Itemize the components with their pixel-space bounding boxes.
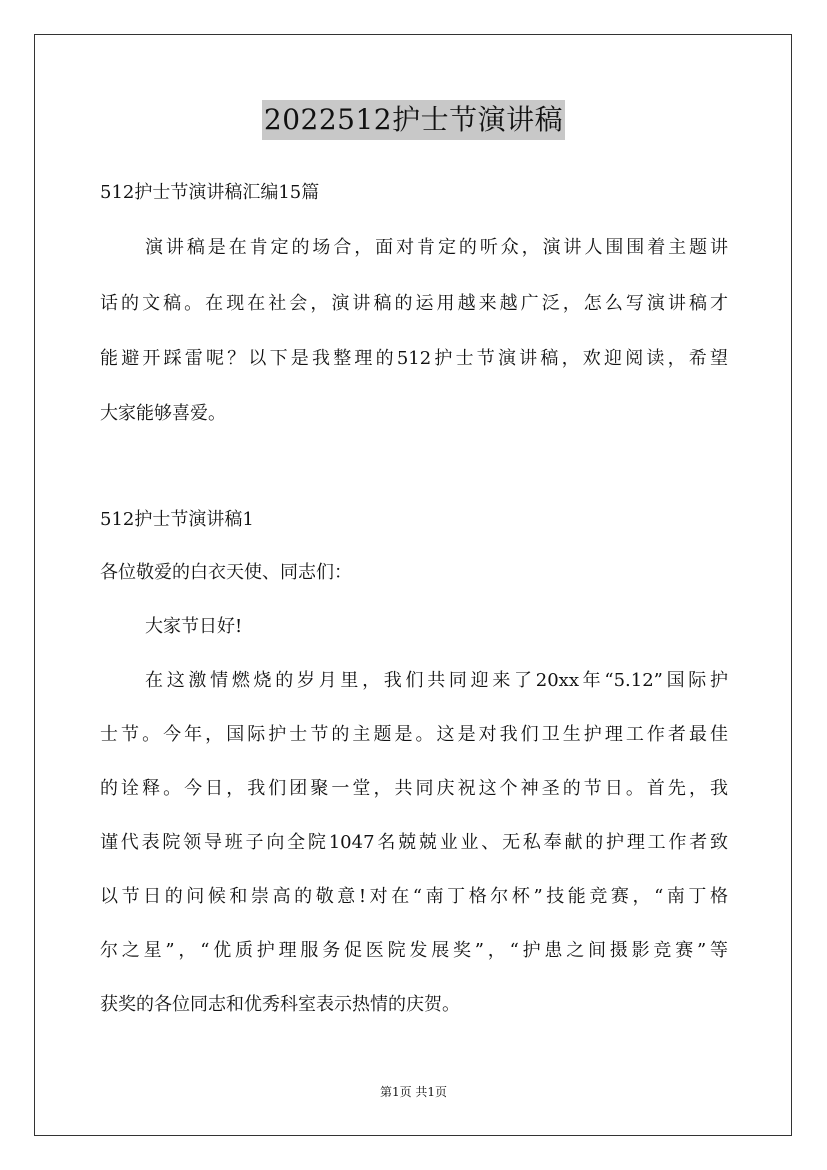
salutation: 各位敬爱的白衣天使、同志们： bbox=[100, 562, 352, 583]
intro-line: 演讲稿是在肯定的场合，面对肯定的听众，演讲人围围着主题讲 bbox=[145, 237, 728, 258]
intro-line: 能避开踩雷呢？以下是我整理的512护士节演讲稿，欢迎阅读，希望 bbox=[100, 348, 728, 369]
body-line: 在这激情燃烧的岁月里，我们共同迎来了20xx年“5.12”国际护 bbox=[145, 670, 728, 691]
page-number: 第1页 共1页 bbox=[379, 1085, 448, 1099]
document-title: 2022512护士节演讲稿 bbox=[262, 100, 565, 140]
section-title: 512护士节演讲稿1 bbox=[100, 509, 254, 530]
title-container bbox=[0, 100, 827, 140]
body-line: 谨代表院领导班子向全院1047名兢兢业业、无私奉献的护理工作者致 bbox=[100, 832, 728, 853]
body-line: 以节日的问候和崇高的敬意!对在“南丁格尔杯”技能竞赛，“南丁格 bbox=[100, 886, 728, 907]
intro-line: 大家能够喜爱。 bbox=[100, 403, 226, 424]
body-line: 的诠释。今日，我们团聚一堂，共同庆祝这个神圣的节日。首先，我 bbox=[100, 778, 728, 799]
document-subtitle: 512护士节演讲稿汇编15篇 bbox=[100, 182, 320, 203]
body-line: 士节。今年，国际护士节的主题是。这是对我们卫生护理工作者最佳 bbox=[100, 724, 728, 745]
body-line: 获奖的各位同志和优秀科室表示热情的庆贺。 bbox=[100, 994, 460, 1015]
intro-line: 话的文稿。在现在社会，演讲稿的运用越来越广泛，怎么写演讲稿才 bbox=[100, 293, 728, 314]
body-line: 尔之星”，“优质护理服务促医院发展奖”，“护患之间摄影竞赛”等 bbox=[100, 940, 728, 961]
greeting: 大家节日好! bbox=[145, 616, 243, 637]
